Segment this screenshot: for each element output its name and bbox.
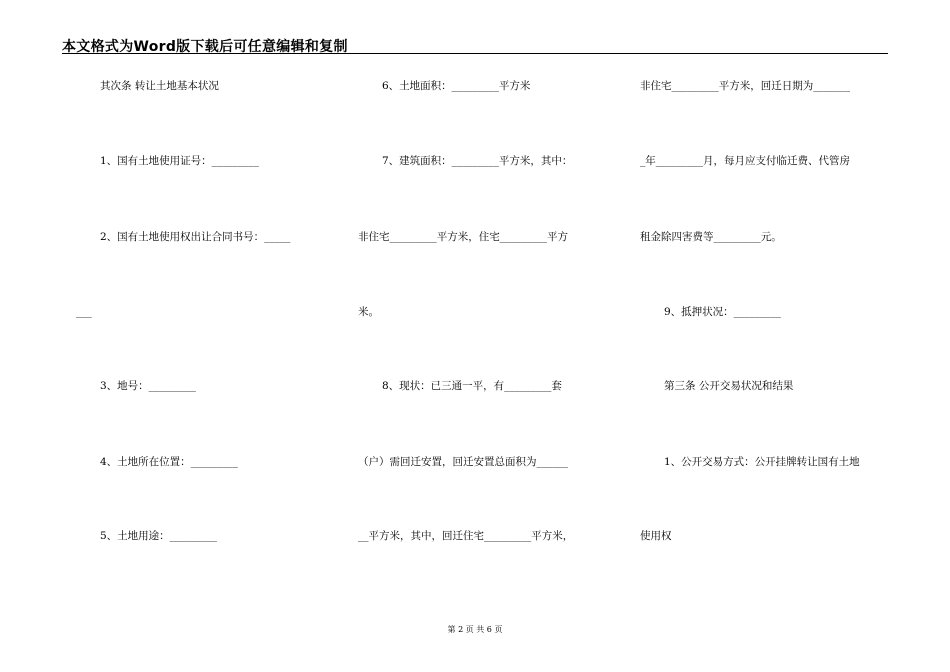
middle-line-2: 7、建筑面积：_________平方米，其中： (382, 155, 573, 167)
right-line-5: 第三条 公开交易状况和结果 (664, 380, 794, 392)
left-line-3: 2、国有土地使用权出让合同书号：_____ (100, 231, 291, 243)
page-number-footer: 第 2 页 共 6 页 (447, 625, 503, 634)
middle-line-6: （户）需回迁安置，回迁安置总面积为______ (358, 456, 568, 468)
right-line-7: 使用权 (640, 530, 672, 542)
middle-line-7: __平方米，其中，回迁住宅_________平方米， (358, 530, 574, 542)
middle-line-5: 8、现状：已三通一平，有_________套 (382, 380, 562, 392)
right-line-2: _年_________月，每月应支付临迁费、代管房 (640, 155, 850, 167)
middle-line-3: 非住宅_________平方米，住宅_________平方 (358, 231, 568, 243)
header-divider (62, 53, 888, 54)
left-line-1: 其次条 转让土地基本状况 (100, 80, 219, 92)
left-line-2: 1、国有土地使用证号：_________ (100, 155, 259, 167)
left-line-4: ___ (76, 306, 92, 318)
middle-line-1: 6、土地面积：_________平方米 (382, 80, 531, 92)
left-line-5: 3、地号：_________ (100, 380, 196, 392)
left-line-6: 4、土地所在位置：_________ (100, 456, 238, 468)
left-line-7: 5、土地用途：_________ (100, 530, 217, 542)
middle-line-4: 米。 (358, 306, 379, 318)
right-line-6: 1、公开交易方式：公开挂牌转让国有土地 (664, 456, 860, 468)
right-line-4: 9、抵押状况：_________ (664, 306, 781, 318)
right-line-1: 非住宅_________平方米，回迁日期为_______ (640, 80, 850, 92)
document-header-title: 本文格式为Word版下载后可任意编辑和复制 (62, 39, 348, 55)
right-line-3: 租金除四害费等_________元。 (640, 231, 782, 243)
